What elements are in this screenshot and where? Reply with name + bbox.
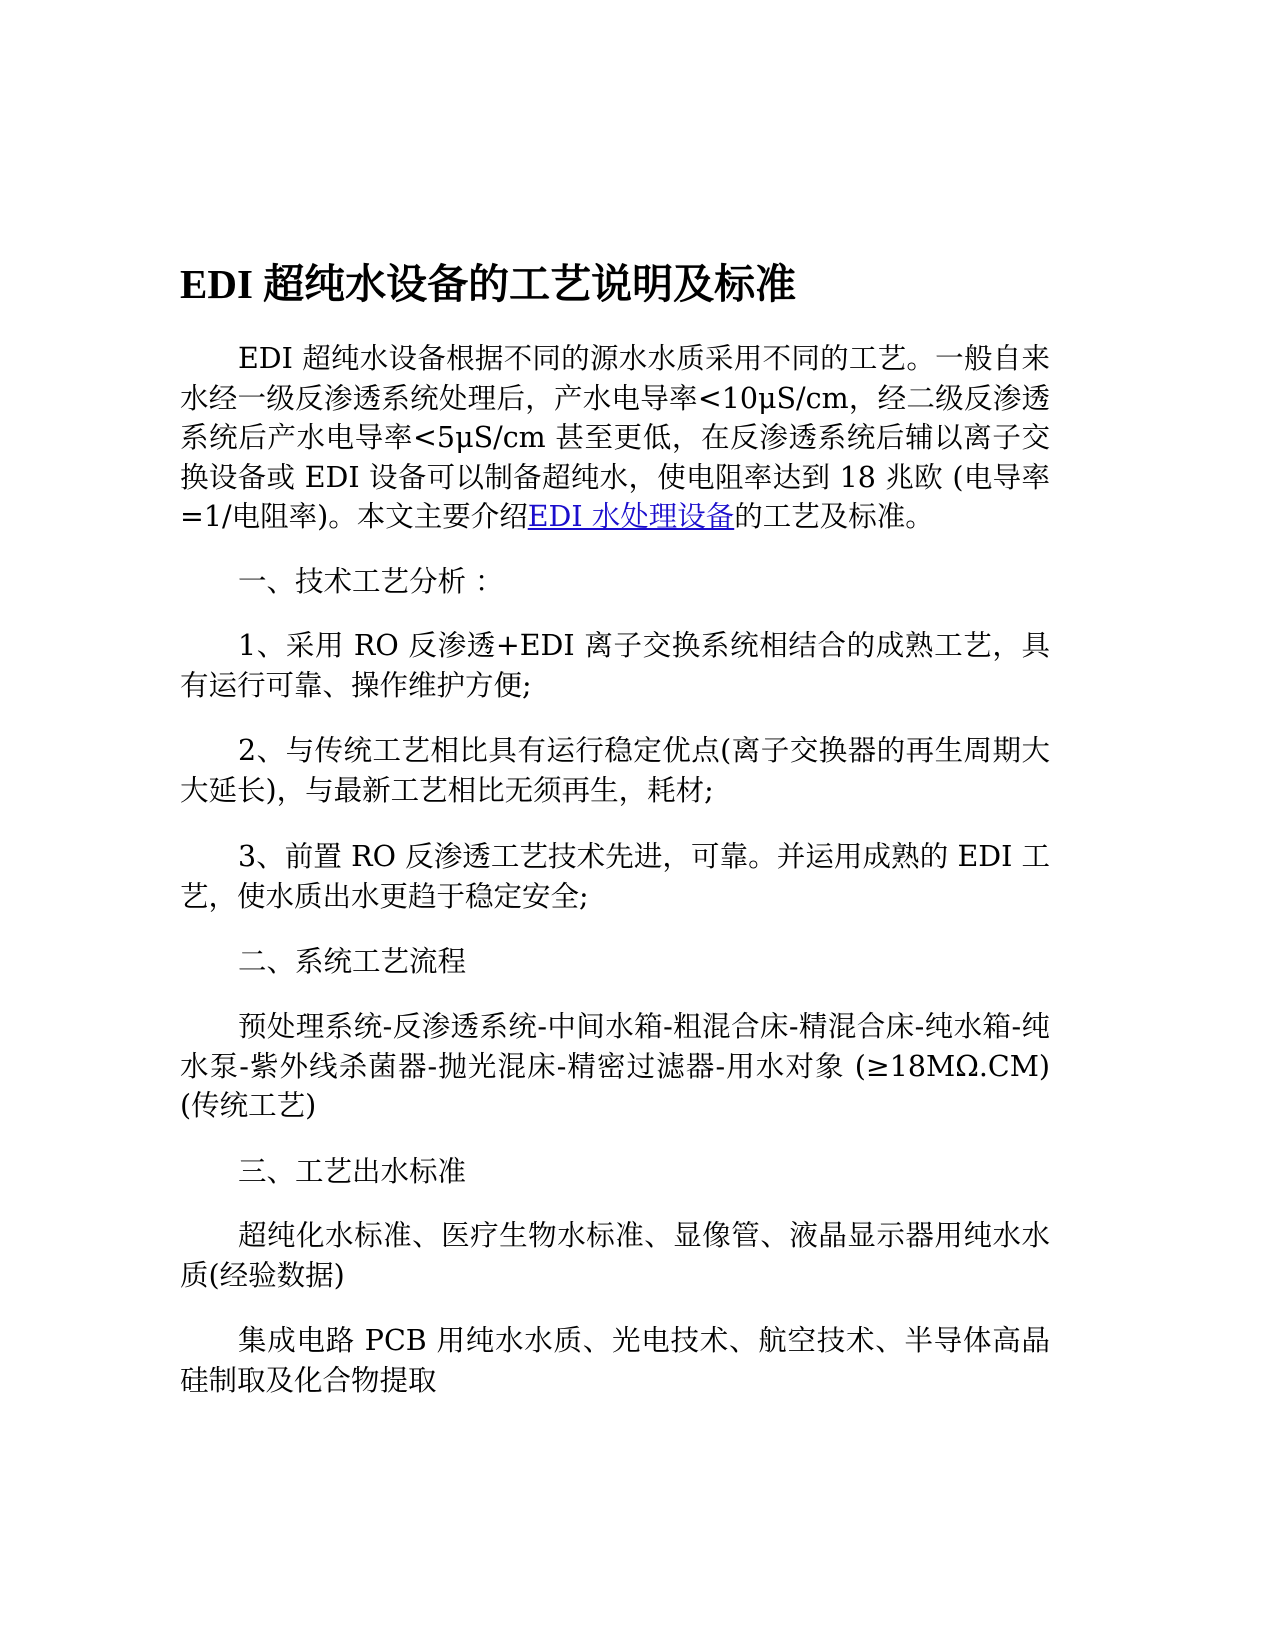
page-title: EDI 超纯水设备的工艺说明及标准 (180, 261, 797, 307)
section-heading-technical-analysis: 一、技术工艺分析 ： (238, 565, 504, 598)
list-item: 1、采用 RO 反渗透+EDI 离子交换系统相结合的成熟工艺，具有运行可靠、操作维护方便; (180, 629, 1050, 702)
document-page (180, 0, 1050, 1650)
intro-text: EDI 超纯水设备根据不同的源水水质采用不同的工艺。一般自来水经一级反渗透系统处理后，产水电导率<10μS/cm，经二级反渗透系统后产水电导率<5μS/cm 甚至更低，在反渗透系统后辅以离子交换设备或 EDI 设备可以制备超纯水，使电阻率达到 18 兆欧 (电导率=1/电阻率)。本文主要介绍 (180, 342, 1050, 533)
section-heading-water-standard: 三、工艺出水标准 (238, 1155, 467, 1188)
standard-item: 集成电路 PCB 用纯水水质、光电技术、航空技术、半导体高晶硅制取及化合物提取 (180, 1324, 1050, 1397)
list-item: 2、与传统工艺相比具有运行稳定优点(离子交换器的再生周期大大延长)，与最新工艺相比无须再生，耗材; (180, 734, 1050, 807)
intro-paragraph (180, 339, 1050, 537)
intro-text-end: 的工艺及标准。 (734, 500, 934, 533)
section-heading-process-flow: 二、系统工艺流程 (238, 945, 467, 978)
standard-item: 超纯化水标准、医疗生物水标准、显像管、液晶显示器用纯水水质(经验数据) (180, 1219, 1050, 1292)
list-item: 3、前置 RO 反渗透工艺技术先进，可靠。并运用成熟的 EDI 工艺，使水质出水更趋于稳定安全; (180, 840, 1050, 913)
edi-equipment-link[interactable]: EDI 水处理设备 (527, 500, 735, 533)
process-flow-text: 预处理系统-反渗透系统-中间水箱-粗混合床-精混合床-纯水箱-纯水泵-紫外线杀菌器-抛光混床-精密过滤器-用水对象 (≥18MΩ.CM)(传统工艺) (180, 1010, 1050, 1122)
